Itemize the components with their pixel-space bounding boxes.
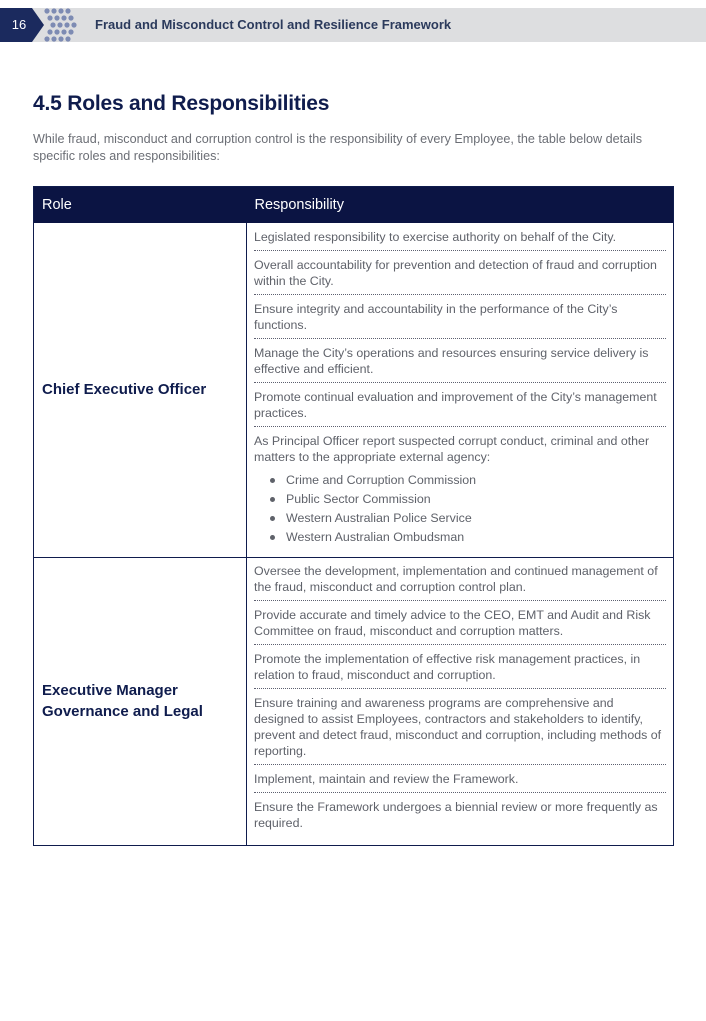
section-number: 4.5 [33,92,62,115]
table-row [34,557,674,845]
responsibility-item: Promote continual evaluation and improvement of the City’s management practices. [254,383,666,427]
section-title: Roles and Responsibilities [67,92,330,115]
agency-list-item: Western Australian Ombudsman [270,528,666,547]
responsibility-item: Manage the City’s operations and resources ensuring service delivery is effective and efficient. [254,339,666,383]
page-number: 16 [11,17,27,32]
responsibility-item: Ensure training and awareness programs are comprehensive and designed to assist Employees, contractors and stakeholders to identify, prevent and detect fraud, misconduct and corruption, including methods of reporting. [254,689,666,765]
role-cell: Executive Manager Governance and Legal [34,557,247,845]
page-header [0,8,706,42]
responsibility-item: Overall accountability for prevention and detection of fraud and corruption within the City. [254,251,666,295]
roles-table [33,186,674,846]
section-intro: While fraud, misconduct and corruption control is the responsibility of every Employee, the table below details specific roles and responsibilities: [33,132,643,163]
responsibility-item: Ensure integrity and accountability in the performance of the City’s functions. [254,295,666,339]
responsibility-item-with-list [254,427,666,557]
responsibility-item: Promote the implementation of effective risk management practices, in relation to fraud, misconduct and corruption. [254,645,666,689]
responsibility-cell [247,557,674,845]
dots-pattern-icon [36,8,84,42]
table-row [34,223,674,558]
responsibility-cell [247,223,674,558]
responsibility-item: Ensure the Framework undergoes a biennial review or more frequently as required. [254,799,658,830]
responsibility-item: Oversee the development, implementation and continued management of the fraud, misconduct and corruption control plan. [254,558,666,601]
agency-list-item: Western Australian Police Service [270,509,666,528]
table-header-row [34,187,674,223]
section-heading [33,92,329,116]
agency-list [254,471,666,547]
agency-list-item: Public Sector Commission [270,490,666,509]
page-number-tab [0,8,44,42]
responsibility-item: Implement, maintain and review the Framework. [254,765,666,793]
agency-list-item: Crime and Corruption Commission [270,471,666,490]
responsibility-item: Provide accurate and timely advice to the CEO, EMT and Audit and Risk Committee on fraud, misconduct and corruption matters. [254,601,666,645]
column-header-role: Role [34,187,247,223]
document-title: Fraud and Misconduct Control and Resilience Framework [95,17,452,32]
column-header-responsibility: Responsibility [247,187,674,223]
responsibility-text: As Principal Officer report suspected corrupt conduct, criminal and other matters to the appropriate external agency: [254,433,650,464]
responsibility-item: Legislated responsibility to exercise authority on behalf of the City. [254,223,666,251]
role-cell: Chief Executive Officer [34,223,247,558]
